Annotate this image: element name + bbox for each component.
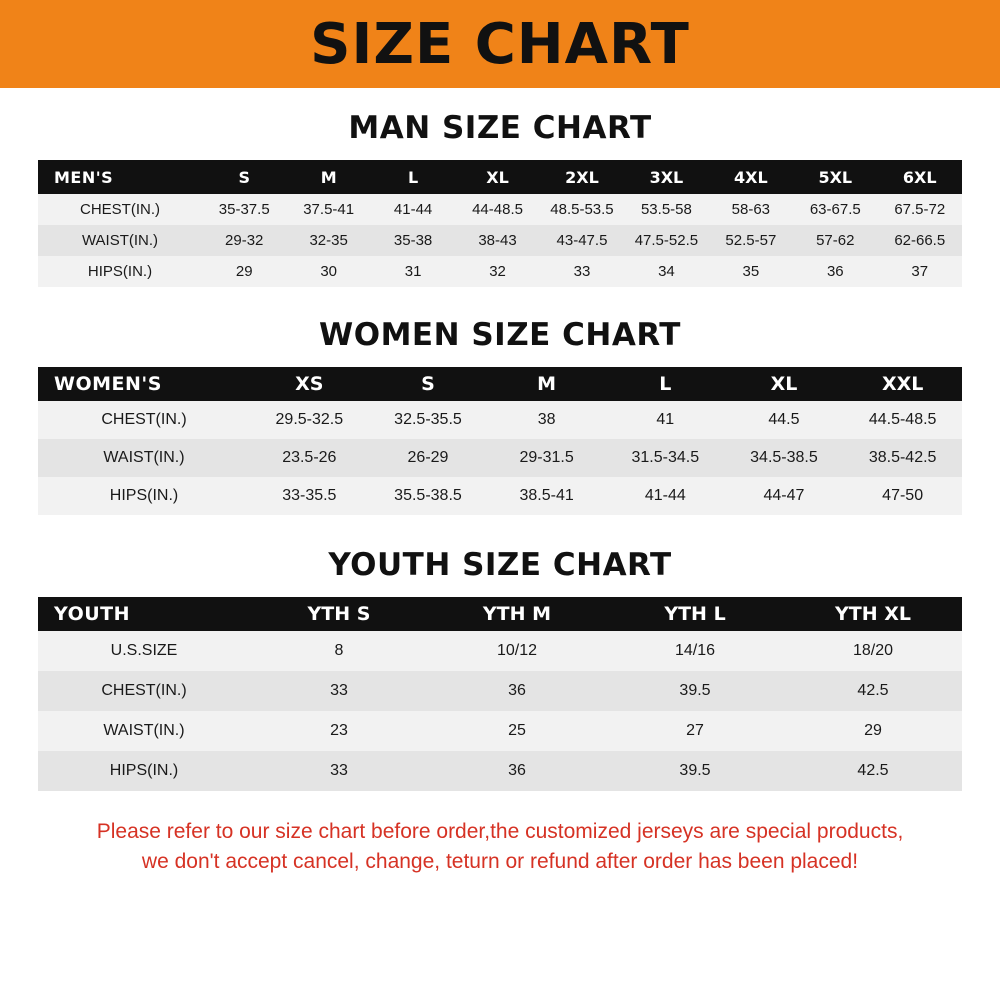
youth-section-heading: YOUTH SIZE CHART: [328, 547, 672, 583]
women-col-0: XS: [295, 373, 324, 395]
women-r1-c3: 31.5-34.5: [631, 449, 700, 466]
women-r1-c0: 23.5-26: [282, 449, 337, 466]
man-header-label: MEN'S: [54, 167, 114, 187]
man-col-2: L: [407, 167, 419, 187]
youth-r1-c0: 33: [330, 682, 348, 699]
women-table-wrapper: [38, 367, 962, 515]
women-r2-c4: 44-47: [763, 487, 805, 504]
man-r0-c0: 35-37.5: [218, 201, 270, 218]
youth-r1-c3: 42.5: [857, 682, 889, 699]
youth-r0-c0: 8: [334, 642, 344, 659]
table-row: [38, 477, 962, 515]
women-header-label: WOMEN'S: [54, 373, 162, 395]
man-col-5: 3XL: [649, 167, 684, 187]
man-r0-c7: 63-67.5: [809, 201, 861, 218]
women-size-table: [38, 367, 962, 515]
youth-r1-c1: 36: [508, 682, 526, 699]
man-r0-c3: 44-48.5: [472, 201, 523, 218]
man-size-table: [38, 160, 962, 287]
table-row: [38, 439, 962, 477]
man-r0-c1: 37.5-41: [303, 201, 355, 218]
youth-size-table: [38, 597, 962, 791]
man-r1-c6: 52.5-57: [725, 232, 777, 249]
man-r1-c4: 43-47.5: [556, 232, 608, 249]
man-r2-c5: 34: [658, 263, 675, 280]
women-r0-c1: 32.5-35.5: [394, 411, 462, 428]
youth-r2-c2: 27: [686, 722, 704, 739]
women-r1-c1: 26-29: [407, 449, 449, 466]
women-header-row: [38, 367, 962, 401]
man-col-1: M: [320, 167, 337, 187]
man-col-4: 2XL: [565, 167, 599, 187]
table-row: [38, 631, 962, 671]
man-r1-c5: 47.5-52.5: [634, 232, 699, 249]
man-col-7: 5XL: [818, 167, 853, 187]
youth-r3-c1: 36: [508, 762, 526, 779]
man-r2-c3: 32: [489, 263, 506, 280]
table-row: [38, 751, 962, 791]
youth-r2-c3: 29: [864, 722, 882, 739]
youth-r0-c2: 14/16: [674, 642, 716, 659]
women-col-1: S: [421, 373, 435, 395]
women-r2-c1: 35.5-38.5: [394, 487, 462, 504]
man-r1-c3: 38-43: [478, 232, 517, 249]
header-banner: [0, 0, 1000, 88]
man-r2-c0: 29: [235, 263, 253, 280]
man-r2-c2: 31: [404, 263, 422, 280]
women-r1-c5: 38.5-42.5: [868, 449, 937, 466]
women-section-heading: WOMEN SIZE CHART: [319, 317, 681, 353]
youth-table-head: [38, 597, 962, 631]
women-row-1-label: WAIST(IN.): [103, 449, 185, 466]
youth-header-label: YOUTH: [54, 603, 131, 625]
man-r1-c0: 29-32: [225, 232, 264, 249]
policy-note-line-1: Please refer to our size chart before order,the customized jerseys are special products,: [96, 820, 904, 843]
women-r2-c5: 47-50: [882, 487, 924, 504]
table-row: [38, 256, 962, 287]
women-r2-c0: 33-35.5: [282, 487, 337, 504]
man-header-row: [38, 160, 962, 194]
table-row: [38, 225, 962, 256]
man-r1-c1: 32-35: [309, 232, 348, 249]
man-col-8: 6XL: [902, 167, 937, 187]
women-r1-c4: 34.5-38.5: [750, 449, 818, 466]
youth-header-row: [38, 597, 962, 631]
women-table-body: [38, 401, 962, 515]
youth-row-2-label: WAIST(IN.): [103, 722, 185, 739]
youth-row-1-label: CHEST(IN.): [101, 682, 187, 699]
man-r2-c7: 36: [826, 263, 844, 280]
man-col-0: S: [238, 167, 250, 187]
man-r2-c8: 37: [911, 263, 929, 280]
youth-row-3-label: HIPS(IN.): [109, 762, 179, 779]
man-r0-c4: 48.5-53.5: [550, 201, 614, 218]
table-row: [38, 194, 962, 225]
man-row-0-label: CHEST(IN.): [80, 201, 160, 218]
table-row: [38, 711, 962, 751]
man-row-1-label: WAIST(IN.): [81, 232, 159, 249]
women-col-3: L: [659, 373, 672, 395]
women-col-5: XXL: [881, 373, 924, 395]
women-col-2: M: [537, 373, 557, 395]
man-col-6: 4XL: [734, 167, 768, 187]
youth-col-2: YTH L: [664, 603, 726, 625]
youth-r0-c3: 18/20: [852, 642, 894, 659]
women-row-2-label: HIPS(IN.): [109, 487, 179, 504]
man-r2-c6: 35: [742, 263, 760, 280]
youth-r3-c2: 39.5: [679, 762, 711, 779]
youth-r3-c3: 42.5: [857, 762, 889, 779]
man-r1-c7: 57-62: [816, 232, 855, 249]
man-r2-c1: 30: [320, 263, 337, 280]
women-r0-c4: 44.5: [768, 411, 800, 428]
man-r0-c8: 67.5-72: [894, 201, 946, 218]
women-col-4: XL: [770, 373, 798, 395]
youth-row-0-label: U.S.SIZE: [110, 642, 178, 659]
page-title: SIZE CHART: [310, 11, 690, 77]
youth-table-body: [38, 631, 962, 791]
youth-r0-c1: 10/12: [496, 642, 538, 659]
man-r1-c8: 62-66.5: [894, 232, 946, 249]
women-table-head: [38, 367, 962, 401]
table-row: [38, 671, 962, 711]
youth-col-1: YTH M: [482, 603, 552, 625]
table-row: [38, 401, 962, 439]
youth-table-wrapper: [38, 597, 962, 791]
man-table-body: [38, 194, 962, 287]
women-row-0-label: CHEST(IN.): [101, 411, 187, 428]
women-r2-c3: 41-44: [644, 487, 686, 504]
women-r0-c3: 41: [656, 411, 675, 428]
women-r1-c2: 29-31.5: [519, 449, 574, 466]
women-r0-c5: 44.5-48.5: [868, 411, 937, 428]
man-section-heading: MAN SIZE CHART: [348, 110, 652, 146]
women-r2-c2: 38.5-41: [519, 487, 574, 504]
policy-note: [22, 817, 978, 878]
man-row-2-label: HIPS(IN.): [87, 263, 153, 280]
youth-col-3: YTH XL: [835, 603, 911, 625]
women-r0-c0: 29.5-32.5: [275, 411, 344, 428]
women-r0-c2: 38: [537, 411, 556, 428]
youth-r1-c2: 39.5: [679, 682, 711, 699]
policy-note-line-2: we don't accept cancel, change, teturn or refund after order has been placed!: [141, 850, 859, 874]
youth-col-0: YTH S: [307, 603, 371, 625]
man-r0-c2: 41-44: [393, 201, 433, 218]
man-r0-c6: 58-63: [731, 201, 771, 218]
man-col-3: XL: [486, 167, 509, 187]
man-r2-c4: 33: [573, 263, 591, 280]
youth-r2-c1: 25: [508, 722, 526, 739]
man-table-head: [38, 160, 962, 194]
youth-r2-c0: 23: [330, 722, 348, 739]
youth-r3-c0: 33: [330, 762, 348, 779]
man-table-wrapper: [38, 160, 962, 287]
man-r1-c2: 35-38: [393, 232, 433, 249]
man-r0-c5: 53.5-58: [640, 201, 692, 218]
